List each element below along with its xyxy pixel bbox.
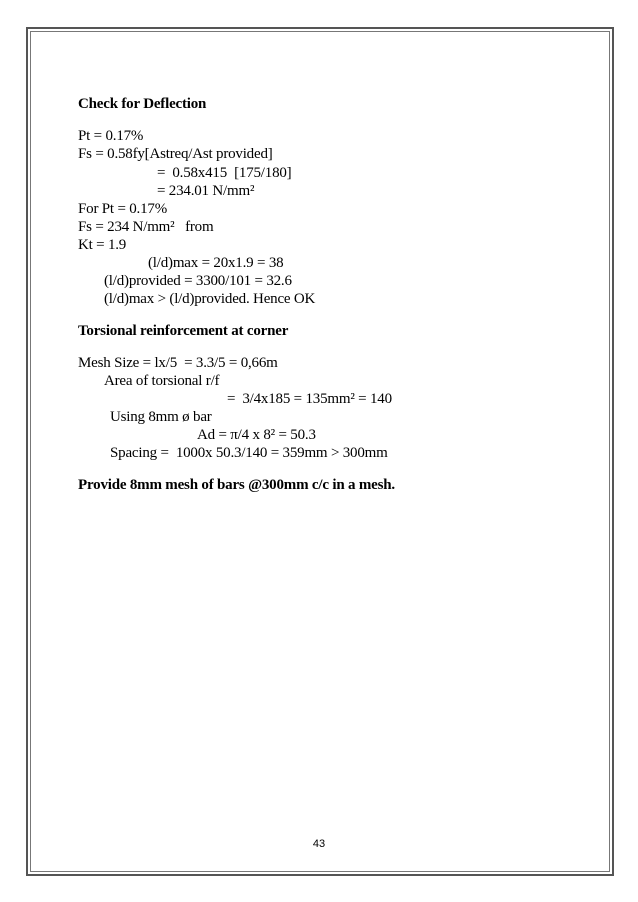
bar-size-line: Using 8mm ø bar [110, 409, 212, 425]
fs-value-line: Fs = 234 N/mm² from [78, 219, 214, 235]
pt-line: Pt = 0.17% [78, 128, 144, 144]
mesh-size-line: Mesh Size = lx/5 = 3.3/5 = 0,66m [78, 355, 278, 371]
ad-line: Ad = π/4 x 8² = 50.3 [197, 427, 316, 443]
area-label-line: Area of torsional r/f [104, 373, 220, 389]
fs-result-line: = 234.01 N/mm² [157, 183, 255, 199]
ld-provided-line: (l/d)provided = 3300/101 = 32.6 [104, 273, 292, 289]
ld-check-line: (l/d)max > (l/d)provided. Hence OK [104, 291, 316, 307]
page-number: 43 [312, 838, 326, 850]
spacing-line: Spacing = 1000x 50.3/140 = 359mm > 300mm [110, 445, 388, 461]
area-calc-line: = 3/4x185 = 135mm² = 140 [227, 391, 392, 407]
deflection-heading: Check for Deflection [78, 96, 207, 112]
fs-formula-line: Fs = 0.58fy[Astreq/Ast provided] [78, 146, 273, 162]
for-pt-line: For Pt = 0.17% [78, 201, 168, 217]
torsion-heading: Torsional reinforcement at corner [78, 323, 289, 339]
kt-line: Kt = 1.9 [78, 237, 127, 253]
conclusion-line: Provide 8mm mesh of bars @300mm c/c in a mesh. [78, 477, 395, 493]
ld-max-line: (l/d)max = 20x1.9 = 38 [148, 255, 284, 271]
fs-calc-line: = 0.58x415 [175/180] [157, 165, 292, 181]
